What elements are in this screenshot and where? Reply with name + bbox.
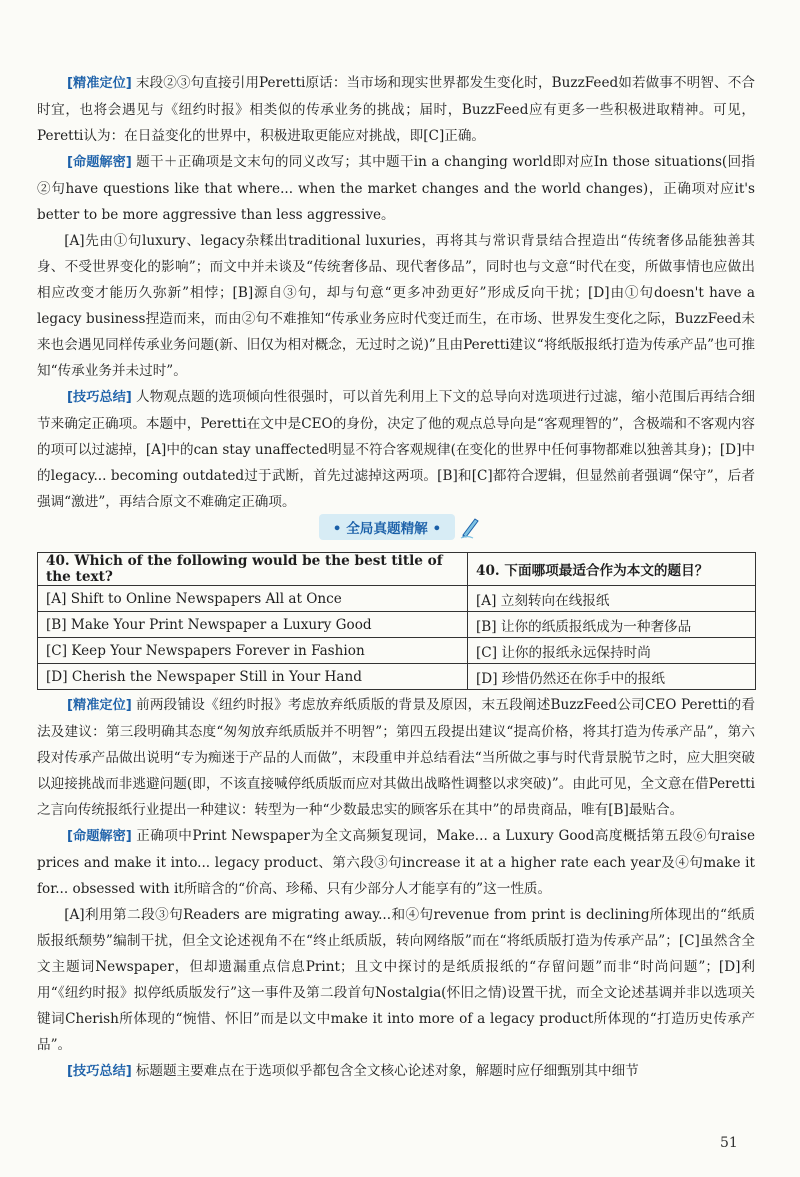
question-en: 40. Which of the following would be the best title of the text? [38,553,468,586]
paragraph-text: [A]先由①句luxury、legacy杂糅出traditional luxuries，再将其与常识背景结合捏造出“传统奢侈品能独善其身、不受世界变化的影响”；而文中并未谈及“传统奢侈品、现代奢侈品”，同时也与文意“时代在变，所做事情也应做出相应改变才能历久弥新”相悖；[B]源自③句，却与句意“更多冲劲更好”形成反向干扰；[D]由①句doesn't have a legacy business捏造而来，而由②句不难推知“传承业务应时代变迁而生，在市场、世界发生变化之际，BuzzFeed未来也会遇见同样传承业务问题(新、旧仅为相对概念，无过时之说)”且由Peretti建议“将纸版报纸打造为传承产品”也可推知“传承业务并未过时”。 [37,233,755,379]
option-en: [A] Shift to Online Newspapers All at Once [38,586,468,612]
pen-icon [459,515,481,539]
tag-tips: [技巧总结] [67,390,132,405]
tag-decode: [命题解密] [67,155,132,170]
option-en: [B] Make Your Print Newspaper a Luxury Good [38,612,468,638]
table-row [38,586,756,612]
paragraph-text: 末段②③句直接引用Peretti原话：当市场和现实世界都发生变化时，BuzzFeed如若做事不明智、不合时宜，也将会遇见与《纽约时报》相类似的传承业务的挑战；届时，BuzzFeed应有更多一些积极进取精神。可见，Peretti认为：在日益变化的世界中，积极进取更能应对挑战，即[C]正确。 [37,75,755,144]
table-row [38,664,756,690]
paragraph-decode [37,823,755,902]
section-heading [0,514,800,540]
tag-locate: [精准定位] [67,698,132,713]
paragraph-text: 标题题主要难点在于选项似乎都包含全文核心论述对象，解题时应仔细甄别其中细节 [135,1063,639,1079]
table-row [38,612,756,638]
table-header-row [38,553,756,586]
paragraph-text: 前两段铺设《纽约时报》考虑放弃纸质版的背景及原因，末五段阐述BuzzFeed公司CEO Peretti的看法及建议：第三段明确其态度“匆匆放弃纸质版并不明智”；第四五段提出建议“提高价格，将其打造为传承产品”，第六段对传承产品做出说明“专为痴迷于产品的人而做”，末段重申并总结看法“当所做之事与时代背景脱节之时，应大胆突破以迎接挑战而非逃避问题(即，不该直接喊停纸质版而应对其做出战略性调整以求突破)”。由此可见，全文意在借Peretti之言向传统报纸行业提出一种建议：转型为一种“少数最忠实的顾客乐在其中”的昂贵商品，唯有[B]最贴合。 [37,697,755,818]
paragraph-decode [37,149,755,228]
paragraph-tips [37,384,755,515]
tag-locate: [精准定位] [67,76,132,91]
analysis-block-q40 [37,692,755,1085]
tag-decode: [命题解密] [67,829,132,844]
option-en: [C] Keep Your Newspapers Forever in Fashion [38,638,468,664]
option-zh: [C] 让你的报纸永远保持时尚 [468,638,756,664]
question-table [37,552,756,690]
option-zh: [B] 让你的纸质报纸成为一种奢侈品 [468,612,756,638]
paragraph-locate [37,70,755,149]
tag-tips: [技巧总结] [67,1064,132,1079]
paragraph-text: 题干＋正确项是文末句的同义改写；其中题干in a changing world即对应In those situations(回指②句have questions like that where... when the market changes and the world changes)，正确项对应it's better to be more aggressive than less aggressive。 [37,154,755,223]
question-zh: 40. 下面哪项最适合作为本文的题目？ [468,553,756,586]
paragraph-text: 正确项中Print Newspaper为全文高频复现词，Make... a Luxury Good高度概括第五段⑥句raise prices and make it into... legacy product、第六段③句increase it at a higher rate each year及④句make it for... obsessed with it所暗含的“价高、珍稀、只有少部分人才能享有的”这一性质。 [37,828,755,897]
paragraph-distractors [37,902,755,1058]
paragraph-locate [37,692,755,823]
table-row [38,638,756,664]
section-title: • 全局真题精解 • [319,514,455,540]
option-en: [D] Cherish the Newspaper Still in Your Hand [38,664,468,690]
page-number: 51 [720,1135,738,1151]
option-zh: [A] 立刻转向在线报纸 [468,586,756,612]
paragraph-distractors [37,228,755,384]
analysis-block-q39 [37,70,755,515]
paragraph-text: 人物观点题的选项倾向性很强时，可以首先利用上下文的总导向对选项进行过滤，缩小范围后再结合细节来确定正确项。本题中，Peretti在文中是CEO的身份，决定了他的观点总导向是“客观理智的”，含极端和不客观内容的项可以过滤掉，[A]中的can stay unaffected明显不符合客观规律(在变化的世界中任何事物都难以独善其身)；[D]中的legacy... becoming outdated过于武断，首先过滤掉这两项。[B]和[C]都符合逻辑，但显然前者强调“保守”，后者强调“激进”，再结合原文不难确定正确项。 [37,389,755,510]
paragraph-tips [37,1058,755,1085]
paragraph-text: [A]利用第二段③句Readers are migrating away...和④句revenue from print is declining所体现出的“纸质版报纸颓势”编制干扰，但全文论述视角不在“终止纸质版，转向网络版”而在“将纸质版打造为传承产品”；[C]虽然含全文主题词Newspaper，但却遗漏重点信息Print；且文中探讨的是纸质报纸的“存留问题”而非“时尚问题”；[D]利用“《纽约时报》拟停纸质版发行”这一事件及第二段首句Nostalgia(怀旧之情)设置干扰，而全文论述基调并非以选项关键词Cherish所体现的“惋惜、怀旧”而是以文中make it into more of a legacy product所体现的“打造历史传承产品”。 [37,907,755,1053]
option-zh: [D] 珍惜仍然还在你手中的报纸 [468,664,756,690]
